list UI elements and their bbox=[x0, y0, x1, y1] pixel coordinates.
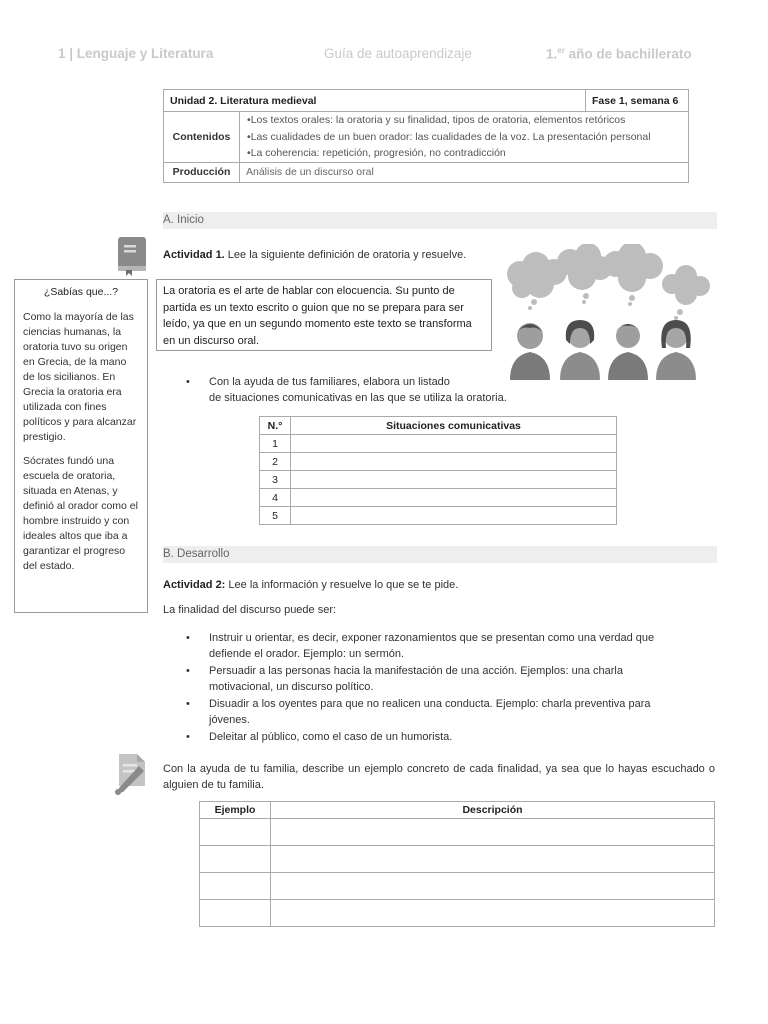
example-cell[interactable] bbox=[200, 819, 271, 846]
purpose-item bbox=[186, 663, 714, 695]
bullet: • bbox=[186, 698, 190, 710]
header-guide: Guía de autoaprendizaje bbox=[324, 46, 472, 61]
table-row bbox=[260, 507, 617, 525]
description-cell[interactable] bbox=[271, 900, 715, 927]
example-cell[interactable] bbox=[200, 900, 271, 927]
section-b-heading: B. Desarrollo bbox=[163, 546, 717, 563]
table-row bbox=[200, 819, 715, 846]
table-row bbox=[260, 435, 617, 453]
table-row bbox=[260, 471, 617, 489]
purpose-line: Persuadir a las personas hacia la manifestación de una acción. Ejemplos: una charla bbox=[209, 665, 623, 677]
activity-2 bbox=[163, 579, 458, 591]
activity-1-text: Lee la siguiente definición de oratoria y resuelve. bbox=[224, 249, 467, 261]
example-cell[interactable] bbox=[200, 846, 271, 873]
table-header-example: Ejemplo bbox=[200, 802, 271, 819]
did-you-know-paragraph: Sócrates fundó una escuela de oratoria, situada en Atenas, y definió al orador como el hombre instruido y con ideales altos que iba a garantizar el progreso del estado. bbox=[23, 455, 138, 572]
did-you-know-paragraph: Como la mayoría de las ciencias humanas, la oratoria tuvo su origen en Grecia, de la mano de los sicilianos. En Grecia la oratoria era utilizada con fines políticos y para alcanzar prestigio. bbox=[23, 311, 137, 443]
row-number: 1 bbox=[260, 435, 291, 453]
answer-cell[interactable] bbox=[291, 471, 617, 489]
people-thinking-illustration bbox=[500, 244, 712, 384]
header-grade-sup: er bbox=[557, 46, 565, 55]
pencil-note-icon bbox=[113, 752, 149, 796]
bullet: • bbox=[186, 376, 190, 388]
table-row bbox=[260, 453, 617, 471]
unit-title: Unidad 2. Literatura medieval bbox=[164, 90, 586, 112]
purpose-line: Deleitar al público, como el caso de un humorista. bbox=[209, 731, 453, 743]
answer-cell[interactable] bbox=[291, 489, 617, 507]
purpose-item bbox=[186, 729, 714, 745]
book-icon bbox=[116, 236, 150, 276]
purpose-item bbox=[186, 630, 714, 662]
description-cell[interactable] bbox=[271, 819, 715, 846]
bullet: • bbox=[186, 731, 190, 743]
description-cell[interactable] bbox=[271, 846, 715, 873]
table-row bbox=[200, 900, 715, 927]
bullet: • bbox=[186, 665, 190, 677]
unit-info-table bbox=[163, 89, 689, 183]
purpose-line: jóvenes. bbox=[209, 714, 250, 726]
table-row bbox=[260, 489, 617, 507]
activity-1 bbox=[163, 249, 466, 261]
contents-item: • Las cualidades de un buen orador: las cualidades de la voz. La presentación personal bbox=[246, 129, 682, 146]
activity-1-label: Actividad 1. bbox=[163, 249, 225, 261]
contents-label: Contenidos bbox=[164, 112, 240, 163]
description-cell[interactable] bbox=[271, 873, 715, 900]
answer-cell[interactable] bbox=[291, 453, 617, 471]
row-number: 5 bbox=[260, 507, 291, 525]
purpose-line: Instruir u orientar, es decir, exponer razonamientos que se presentan como una verdad que bbox=[209, 632, 655, 644]
answer-cell[interactable] bbox=[291, 435, 617, 453]
row-number: 3 bbox=[260, 471, 291, 489]
purpose-intro: La finalidad del discurso puede ser: bbox=[163, 604, 337, 616]
task-1-line1: Con la ayuda de tus familiares, elabora un listado bbox=[209, 376, 450, 388]
activity-2-text: Lee la información y resuelve lo que se te pide. bbox=[225, 579, 459, 591]
header-grade bbox=[546, 46, 692, 62]
purpose-line: motivacional, un discurso político. bbox=[209, 681, 374, 693]
table-row bbox=[200, 873, 715, 900]
bullet: • bbox=[186, 632, 190, 644]
purpose-examples-table bbox=[199, 801, 715, 927]
contents-list bbox=[246, 112, 682, 162]
task-1-line2: de situaciones comunicativas en las que se utiliza la oratoria. bbox=[209, 392, 507, 404]
production-value: Análisis de un discurso oral bbox=[240, 162, 689, 182]
activity-2-label: Actividad 2: bbox=[163, 579, 226, 591]
purpose-line: defiende el orador. Ejemplo: un sermón. bbox=[209, 648, 405, 660]
phase-week: Fase 1, semana 6 bbox=[586, 90, 689, 112]
contents-item: • Los textos orales: la oratoria y su finalidad, tipos de oratoria, elementos retóricos bbox=[246, 112, 682, 129]
task-1 bbox=[186, 374, 450, 390]
table-row bbox=[200, 846, 715, 873]
table-header-description: Descripción bbox=[271, 802, 715, 819]
production-label: Producción bbox=[164, 162, 240, 182]
communicative-situations-table bbox=[259, 416, 617, 525]
task-2-instructions: Con la ayuda de tu familia, describe un ejemplo concreto de cada finalidad, ya sea que lo hayas escuchado o alguien de tu familia. bbox=[163, 763, 715, 791]
oratory-definition-box: La oratoria es el arte de hablar con elocuencia. Su punto de partida es un texto escrito o guion que no se prepara para ser leído, ya que en un segundo momento este texto se transforma en un discurso oral. bbox=[156, 279, 492, 351]
purpose-line: Disuadir a los oyentes para que no realicen una conducta. Ejemplo: charla preventiva para bbox=[209, 698, 651, 710]
header-subject: 1 | Lenguaje y Literatura bbox=[58, 46, 214, 61]
table-header-situations: Situaciones comunicativas bbox=[291, 417, 617, 435]
example-cell[interactable] bbox=[200, 873, 271, 900]
table-header-number: N.° bbox=[260, 417, 291, 435]
header-grade-rest: año de bachillerato bbox=[564, 46, 692, 62]
answer-cell[interactable] bbox=[291, 507, 617, 525]
header-grade-num: 1. bbox=[546, 46, 558, 62]
did-you-know-title: ¿Sabías que...? bbox=[43, 286, 119, 298]
purpose-item bbox=[186, 696, 714, 728]
row-number: 2 bbox=[260, 453, 291, 471]
section-a-heading: A. Inicio bbox=[163, 212, 717, 229]
did-you-know-box bbox=[14, 279, 148, 613]
row-number: 4 bbox=[260, 489, 291, 507]
contents-item: • La coherencia: repetición, progresión, no contradicción bbox=[246, 145, 682, 162]
